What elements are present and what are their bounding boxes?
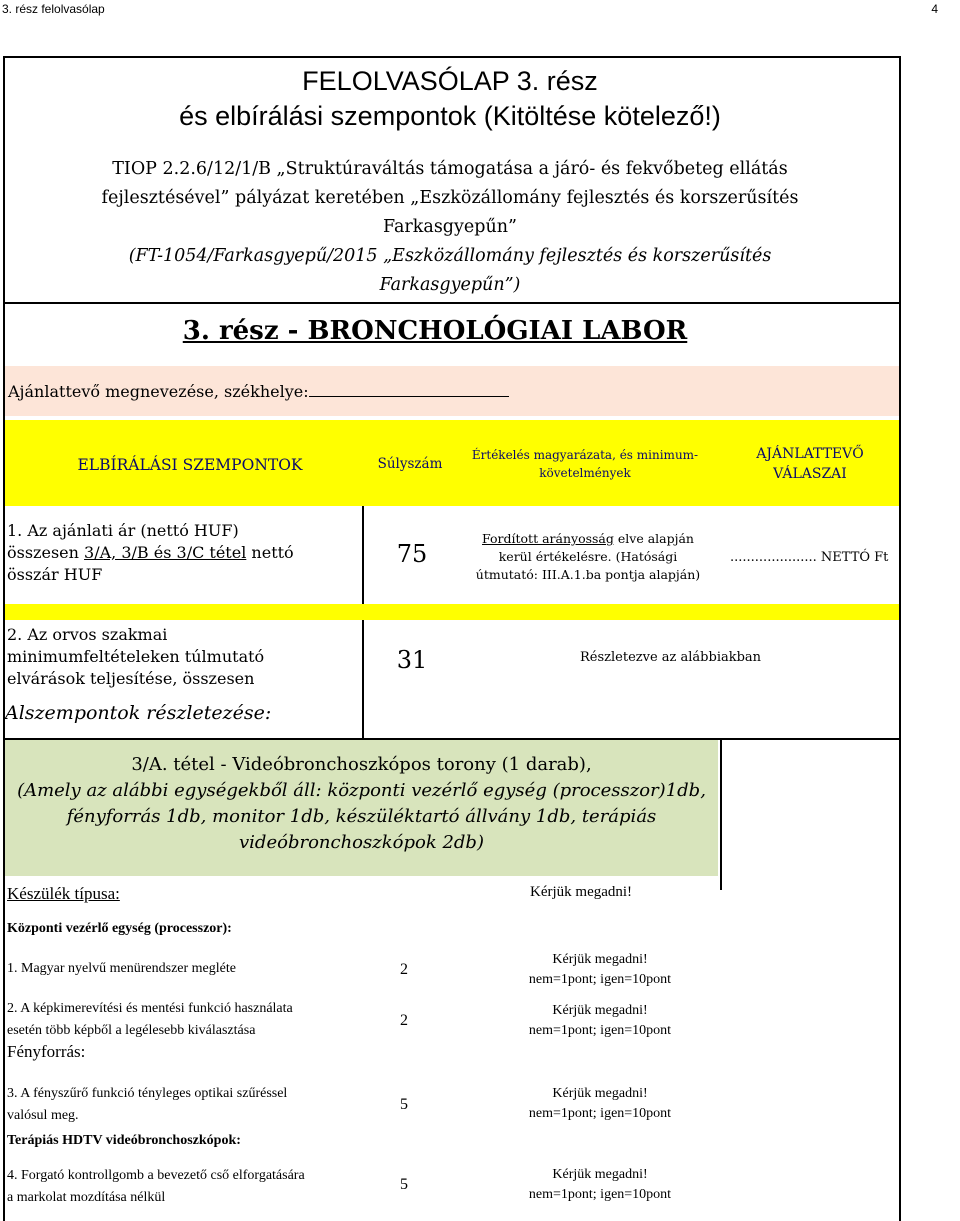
bidder-input-line[interactable] — [309, 396, 509, 397]
detail-row-2-label — [7, 998, 293, 1042]
page-header-title: 3. rész felolvasólap — [2, 2, 105, 16]
col-explain-line1: Értékelés magyarázata, és minimum- — [471, 448, 699, 462]
project-line4: (FT-1054/Farkasgyepű/2015 „Eszközállomány fejlesztés és korszerűsítés — [128, 246, 772, 266]
criteria-1-line2 — [7, 542, 357, 564]
detail-row-1-req[interactable] — [480, 950, 720, 990]
col-weight: Súlyszám — [377, 456, 443, 472]
detail-row-1-req2: nem=1pont; igen=10pont — [528, 972, 672, 987]
criteria-1-line3: összár HUF — [7, 565, 103, 584]
detail-row-4-line2: a markolat mozdítása nélkül — [7, 1190, 166, 1205]
subcriteria-title: Alszempontok részletezése: — [5, 702, 272, 724]
detail-row-2-req2: nem=1pont; igen=10pont — [528, 1023, 672, 1038]
criteria-2-line1: 2. Az orvos szakmai — [7, 625, 168, 644]
part-title — [0, 316, 900, 346]
detail-row-3-req[interactable] — [480, 1084, 720, 1124]
criteria-1-explain-line3: útmutató: III.A.1.ba pontja alapján) — [475, 567, 701, 582]
detail-row-3-req2: nem=1pont; igen=10pont — [528, 1106, 672, 1121]
criteria-1-line2a: összesen — [7, 543, 85, 562]
divider — [3, 302, 901, 304]
col-explain — [460, 446, 710, 482]
detail-row-4-weight: 5 — [400, 1176, 408, 1193]
bidder-row — [5, 366, 899, 416]
detail-row-2-line2: esetén több képből a legélesebb kiválasztása — [7, 1023, 256, 1038]
col-answer — [720, 444, 900, 484]
col-answer-line2: VÁLASZAI — [773, 466, 847, 482]
project-line1: TIOP 2.2.6/12/1/B „Struktúraváltás támogatása a járó- és fekvőbeteg ellátás — [112, 159, 788, 179]
col-rule-2 — [720, 740, 722, 890]
section-processor: Központi vezérlő egység (processzor): — [7, 921, 232, 936]
criteria-1-weight: 75 — [396, 540, 428, 568]
criteria-2-line2: minimumfeltételeken túlmutató — [7, 647, 265, 666]
criteria-2-weight: 31 — [396, 646, 428, 674]
item-description — [5, 740, 718, 876]
detail-row-3-weight: 5 — [400, 1096, 408, 1113]
criteria-1-explain-1a: Fordított arányosság — [482, 531, 614, 546]
detail-row-3-req1: Kérjük megadni! — [552, 1086, 648, 1101]
criteria-2-explain: Részletezve az alábbiakban — [580, 650, 762, 665]
device-type-label: Készülék típusa: — [7, 884, 120, 903]
detail-row-4-label — [7, 1165, 305, 1209]
col-answer-line1: AJÁNLATTEVŐ — [756, 446, 864, 462]
item-line3: fényforrás 1db, monitor 1db, készüléktartó állvány 1db, terápiás — [66, 806, 657, 827]
section-therapy: Terápiás HDTV videóbronchoszkópok: — [7, 1133, 241, 1148]
criteria-1-line1: 1. Az ajánlati ár (nettó HUF) — [7, 521, 239, 540]
detail-row-4-req2: nem=1pont; igen=10pont — [528, 1187, 672, 1202]
detail-row-3-line1: 3. A fényszűrő funkció tényleges optikai szűréssel — [7, 1086, 288, 1101]
detail-row-3-line2: valósul meg. — [7, 1108, 79, 1123]
detail-row-1-weight: 2 — [400, 961, 408, 978]
form-title — [0, 64, 900, 134]
item-line2: (Amely az alábbi egységekből áll: központi vezérlő egység (processzor)1db, — [17, 780, 706, 801]
detail-row-4-req[interactable] — [480, 1165, 720, 1205]
section-light: Fényforrás: — [7, 1042, 86, 1061]
criteria-1-explain-line1 — [448, 530, 728, 548]
form-title-line2: és elbírálási szempontok (Kitöltése kötelező!) — [179, 101, 721, 131]
form-title-line1: FELOLVASÓLAP 3. rész — [302, 66, 598, 96]
criteria-1-explain — [448, 530, 728, 584]
detail-row-4-req1: Kérjük megadni! — [552, 1167, 648, 1182]
detail-row-2-line1: 2. A képkimerevítési és mentési funkció használata — [7, 1001, 293, 1016]
detail-row-4-line1: 4. Forgató kontrollgomb a bevezető cső elforgatására — [7, 1168, 305, 1183]
project-line3: Farkasgyepűn” — [383, 217, 517, 237]
detail-row-3-label — [7, 1083, 287, 1127]
criteria-2-label — [7, 624, 357, 690]
bidder-label: Ajánlattevő megnevezése, székhelye: — [8, 382, 309, 401]
criteria-1-explain-line2: kerül értékelésre. (Hatósági — [498, 549, 678, 564]
project-description — [30, 155, 870, 300]
part-title-text: 3. rész - BRONCHOLÓGIAI LABOR — [182, 316, 688, 346]
item-title: 3/A. tétel - Videóbronchoszkópos torony (1 darab), — [131, 754, 592, 775]
separator-bar — [5, 604, 899, 620]
col-criteria: ELBÍRÁLÁSI SZEMPONTOK — [77, 456, 303, 474]
device-type-value[interactable]: Kérjük megadni! — [530, 884, 633, 900]
criteria-2-line3: elvárások teljesítése, összesen — [7, 669, 255, 688]
criteria-1-label — [7, 520, 357, 586]
detail-row-2-weight: 2 — [400, 1012, 408, 1029]
criteria-1-explain-1b: elve alapján — [613, 531, 694, 546]
criteria-1-line2c: nettó — [246, 543, 294, 562]
col-explain-line2: követelmények — [539, 466, 631, 480]
criteria-1-answer[interactable]: ..................... NETTÓ Ft — [730, 550, 889, 565]
detail-row-1-label: 1. Magyar nyelvű menürendszer megléte — [7, 961, 236, 976]
page-number: 4 — [931, 2, 938, 16]
detail-row-2-req1: Kérjük megadni! — [552, 1003, 648, 1018]
project-line5: Farkasgyepűn”) — [379, 275, 521, 295]
item-line4: videóbronchoszkópok 2db) — [239, 832, 484, 853]
detail-row-2-req[interactable] — [480, 1001, 720, 1041]
detail-row-1-req1: Kérjük megadni! — [552, 952, 648, 967]
criteria-1-line2b: 3/A, 3/B és 3/C tétel — [84, 543, 247, 562]
project-line2: fejlesztésével” pályázat keretében „Eszközállomány fejlesztés és korszerűsítés — [101, 188, 799, 208]
